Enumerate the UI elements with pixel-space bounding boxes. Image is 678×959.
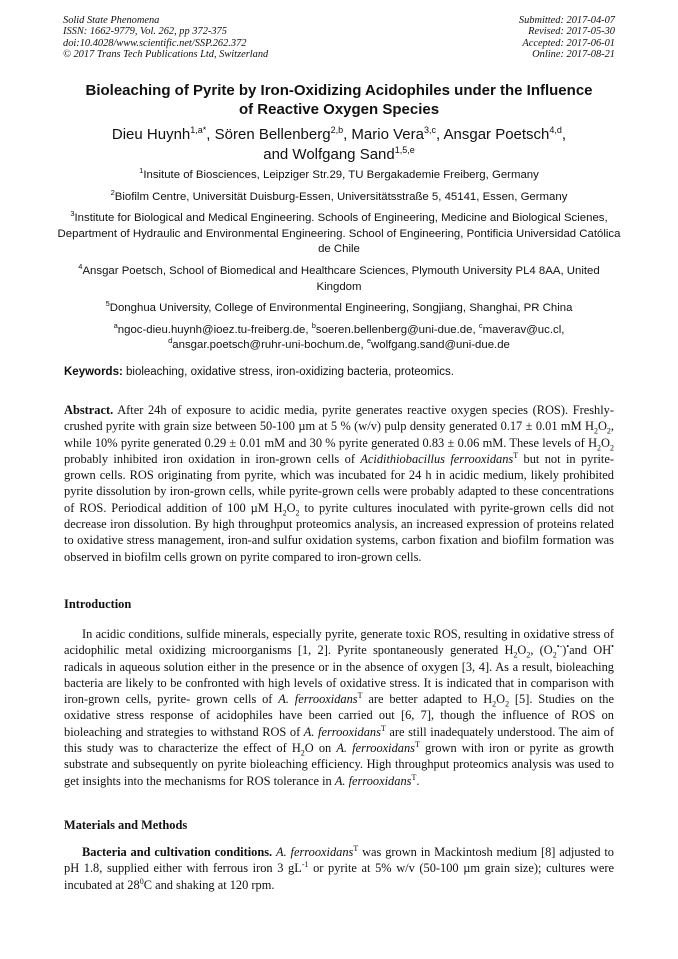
submitted-date: Submitted: 2017-04-07 — [518, 15, 615, 26]
affiliation-sup: 4 — [78, 262, 83, 272]
affiliation-text: Insitute of Biosciences, Leipziger Str.29, TU Bergakademie Freiberg, Germany — [143, 169, 539, 181]
subscript: 2 — [282, 508, 287, 518]
intro-text: , (O — [530, 643, 553, 658]
abstract-text: O — [286, 500, 296, 515]
subscript: 2 — [300, 748, 305, 758]
abstract-label: Abstract. — [64, 403, 114, 417]
abstract-text: to pyrite cultures inoculated with pyrite-grown cells did not decrease iron dissolution. By high throughput proteomics analysis, an increased expression of proteins related to oxidative stress management, iron-and sulfur oxidation systems, carbon fixation and biofilm formation was observed in biofilm cells grown on pyrite compared to iron-grown cells. — [64, 500, 614, 564]
subscript: 2 — [295, 508, 300, 518]
intro-text: O on — [304, 741, 337, 756]
author-list — [40, 125, 638, 165]
author-sup: 2,b — [330, 125, 344, 135]
email-sup: e — [366, 336, 372, 346]
affiliation — [56, 211, 622, 258]
subscript: 2 — [610, 443, 614, 453]
keywords-label: Keywords: — [64, 366, 123, 378]
methods-text: was grown in Mackintosh medium [8] adjusted to pH 1.8, supplied either with ferrous iron 3 gL — [64, 845, 614, 876]
intro-text: are better adapted to H — [362, 692, 493, 707]
affiliation-text: Biofilm Centre, Universität Duisburg-Essen, Universitätsstraße 5, 45141, Essen, Germany — [114, 190, 568, 203]
journal-name: Solid State Phenomena — [63, 15, 160, 26]
abstract-text: After 24h of exposure to acidic media, pyrite generates reactive oxygen species (ROS). Freshly-crushed pyrite with grain size between 50-100 µm at 5 % (w/v) pulp density generated 0.17 ± 0.01 mM H — [64, 403, 614, 434]
abstract-text: O — [601, 435, 610, 450]
email-list — [56, 320, 622, 354]
author-sep: , — [435, 126, 444, 143]
superscript: T — [357, 691, 363, 701]
affiliation-sup: 3 — [70, 209, 75, 219]
subscript: 2 — [597, 443, 602, 453]
superscript: 0 — [139, 876, 144, 886]
affiliation-text: Donghua University, College of Environmental Engineering, Songjiang, Shanghai, PR China — [109, 302, 573, 315]
affiliations — [56, 168, 622, 360]
online-date: Online: 2017-08-21 — [532, 48, 615, 60]
species-name: A. ferrooxidans — [303, 724, 381, 739]
title-line-2: of Reactive Oxygen Species — [238, 101, 440, 118]
subscript: 2 — [492, 699, 497, 709]
issn: ISSN: 1662-9779, Vol. 262, pp 372-375 — [63, 26, 227, 38]
doi: doi:10.4028/www.scientific.net/SSP.262.372 — [63, 37, 247, 49]
intro-text: O — [517, 643, 527, 658]
species-name: A. ferrooxidans — [336, 741, 416, 756]
subscript: 2 — [526, 650, 531, 660]
author-sep: , — [561, 126, 567, 143]
intro-text: and OH — [569, 643, 612, 658]
affiliation — [56, 264, 622, 295]
superscript: • — [566, 642, 570, 652]
affiliation-text: Institute for Biological and Medical Engineering. Schools of Engineering, Medicine and Biological Scienes, Department of Hydraulic and Environmental Engineering. School of Engineering, Pontificia Universidad Católica de Chile — [57, 212, 621, 256]
author: Ansgar Poetsch — [443, 126, 550, 143]
subscript: 2 — [552, 650, 557, 660]
email-sup: b — [311, 320, 316, 330]
intro-text: grown with iron or pyrite as growth substrate and subsequently on pyrite bioleaching efficiency. High throughput proteomics analysis was used to get insights into the mechanisms for ROS tolerance in — [64, 741, 614, 788]
subscript: 2 — [505, 699, 510, 709]
intro-text: In acidic conditions, sulfide minerals, especially pyrite, generate toxic ROS, resulting in oxidative stress of acidophilic metal oxidizing microorganisms [1, 2]. Pyrite spontaneously generated H — [64, 627, 614, 658]
subscript: 2 — [513, 650, 518, 660]
author-sup: 3,c — [423, 125, 436, 135]
email[interactable]: wolfgang.sand@uni-due.de — [371, 339, 510, 352]
affiliation — [56, 301, 622, 317]
intro-text: radicals in aqueous solution either in the presence or in the absence of oxygen [3, 4]. As a result, bioleaching bacteria are likely to be confronted with high levels of oxidative stress. It is indicated that in comparison with iron-grown cells, pyrite- grown cells of — [64, 659, 614, 707]
dates-header — [519, 15, 615, 60]
superscript: -1 — [301, 860, 309, 870]
methods-text: C and shaking at 120 rpm. — [143, 877, 275, 892]
superscript: T — [353, 843, 359, 853]
methods-text: or pyrite at 5% w/v (50-100 µm grain size); cultures were incubated at 28 — [64, 861, 615, 892]
introduction-body — [64, 626, 614, 789]
superscript: T — [411, 772, 417, 782]
species-name: A. ferrooxidans — [276, 845, 354, 859]
author-sup: 1,a* — [190, 125, 207, 135]
author: Mario Vera — [351, 126, 424, 143]
abstract-text: O — [597, 419, 607, 434]
species-name: A. ferrooxidans — [278, 692, 358, 707]
email-sup: c — [478, 320, 483, 330]
keywords — [64, 366, 454, 378]
affiliation-sup: 5 — [105, 299, 110, 309]
affiliation — [56, 168, 622, 184]
superscript: • — [611, 642, 614, 652]
methods-subheading: Bacteria and cultivation conditions. — [82, 845, 273, 859]
author: and Wolfgang Sand — [263, 146, 395, 163]
email[interactable]: maverav@uc.cl, — [482, 323, 565, 336]
author: Sören Bellenberg — [214, 126, 331, 143]
methods-body — [64, 844, 614, 893]
email[interactable]: soeren.bellenberg@uni-due.de, — [315, 323, 479, 336]
email[interactable]: ansgar.poetsch@ruhr-uni-bochum.de, — [172, 339, 367, 352]
revised-date: Revised: 2017-05-30 — [528, 26, 615, 38]
email-sup: d — [168, 336, 173, 346]
author-sup: 1,5,e — [394, 145, 415, 155]
intro-text: ) — [562, 643, 567, 658]
email[interactable]: ngoc-dieu.huynh@ioez.tu-freiberg.de, — [117, 323, 312, 336]
copyright: © 2017 Trans Tech Publications Ltd, Switzerland — [63, 48, 269, 60]
author-sup: 4,d — [549, 125, 562, 135]
intro-text: . — [416, 773, 420, 788]
intro-text: [5]. Studies on the oxidative stress response of acidophiles have been carried out [6, 7], though the influence of ROS on bioleaching and strategies to withstand ROS of — [64, 692, 614, 739]
journal-header — [63, 15, 268, 60]
author-sep: , — [343, 126, 352, 143]
subscript: 2 — [606, 426, 611, 436]
author: Dieu Huynh — [111, 126, 191, 143]
introduction-heading: Introduction — [64, 597, 132, 611]
methods-heading: Materials and Methods — [64, 818, 188, 832]
abstract — [64, 402, 614, 565]
paper-title — [40, 81, 638, 119]
intro-text: are still inadequately understood. The aim of this study was to characterize the effect of H — [64, 724, 614, 756]
affiliation-sup: 1 — [139, 166, 144, 176]
title-line-1: Bioleaching of Pyrite by Iron-Oxidizing Acidophiles under the Influence — [85, 82, 593, 99]
affiliation-text: Ansgar Poetsch, School of Biomedical and Healthcare Sciences, Plymouth University PL4 8AA, United Kingdom — [82, 264, 600, 293]
abstract-text: , while 10% pyrite generated 0.29 ± 0.01 mM and 30 % pyrite generated 0.83 ± 0.06 mM. These levels of H — [64, 419, 614, 450]
affiliation — [56, 187, 622, 206]
intro-text: O — [496, 692, 506, 707]
email-sup: a — [113, 320, 118, 330]
superscript: T — [380, 723, 386, 733]
author-sep: , — [206, 126, 215, 143]
species-name: Acidithiobacillus ferrooxidans — [360, 451, 514, 466]
keywords-text: bioleaching, oxidative stress, iron-oxidizing bacteria, proteomics. — [122, 366, 454, 378]
subscript: 2 — [593, 426, 598, 436]
superscript: T — [513, 450, 519, 460]
affiliation-sup: 2 — [110, 187, 115, 197]
superscript: T — [415, 739, 420, 749]
abstract-text: probably inhibited iron oxidation in iron-grown cells of — [64, 451, 361, 466]
accepted-date: Accepted: 2017-06-01 — [522, 37, 615, 49]
abstract-text: but not in pyrite-grown cells. ROS originating from pyrite, which was incubated for 24 h in acidic medium, likely prohibited pyrite dissolution by iron-grown cells, while pyrite-grown cells were probably adapted to these concentrations of ROS. Periodical addition of 100 µM H — [64, 451, 614, 515]
superscript: •- — [556, 642, 563, 652]
species-name: A. ferrooxidans — [334, 773, 412, 788]
